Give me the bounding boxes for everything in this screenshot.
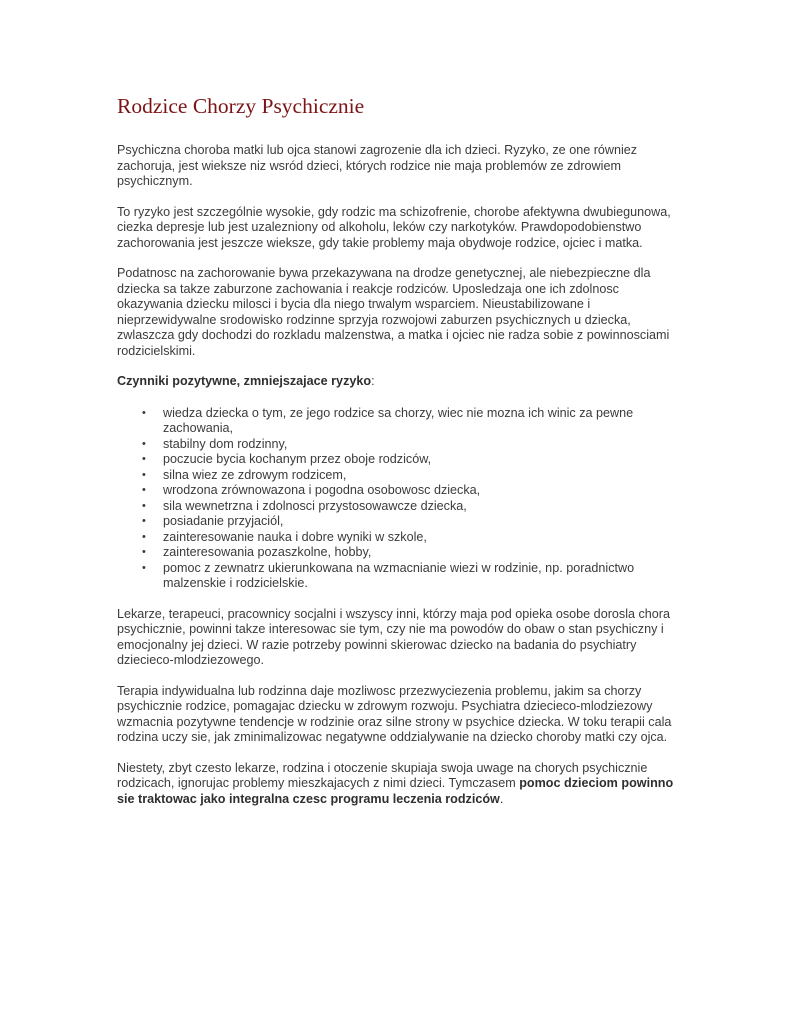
page-title: Rodzice Chorzy Psychicznie bbox=[117, 94, 365, 118]
list-item: • stabilny dom rodzinny, bbox=[142, 436, 288, 451]
factors-heading-colon: : bbox=[371, 374, 375, 388]
factors-heading-line bbox=[117, 374, 677, 390]
paragraph-genetics: Podatnosc na zachorowanie bywa przekazywana na drodze genetycznej, ale niebezpieczne dla dziecka sa takze zaburzone zachowania i reakcje rodziców. Uposledzaja one ich zdolnosc okazywania dziecku milosci i bycia dla niego trwalym wsparciem. Nieustabilizowane i nieprzewidywalne srodowisko rodzinne sprzyja rozwojowi zaburzen psychicznych u dziecka, zwlaszcza gdy dochodzi do rozkladu malzenstwa, a matka i ojciec nie radza sobie z powinnosciami rodzicielskimi. bbox=[117, 266, 670, 358]
paragraph-risk: To ryzyko jest szczególnie wysokie, gdy rodzic ma schizofrenie, chorobe afektywna dwubiegunowa, ciezka depresje lub jest uzalezniony od alkoholu, leków czy narkotyków. Prawdopodobienstwo zachorowania jest jeszcze wieksze, gdy takie problemy maja obydwoje rodzice, ojciec i matka. bbox=[117, 204, 671, 250]
conclusion-emphasis: pomoc dzieciom powinno sie traktowac jako integralna czesc programu leczenia rodziców bbox=[117, 776, 674, 806]
bullet-icon: • bbox=[142, 453, 146, 465]
list-item: • silna wiez ze zdrowym rodzicem, bbox=[142, 467, 347, 482]
list-item: • wrodzona zrównowazona i pogodna osobowosc dziecka, bbox=[142, 483, 481, 497]
list-item: • zainteresowania pozaszkolne, hobby, bbox=[142, 545, 372, 559]
bullet-icon: • bbox=[142, 499, 146, 512]
list-item: • wiedza dziecka o tym, ze jego rodzice sa chorzy, wiec nie mozna ich winic za pewne zachowania, bbox=[142, 405, 634, 435]
list-item: • poczucie bycia kochanym przez oboje rodziców, bbox=[142, 452, 432, 466]
list-item: • pomoc z zewnatrz ukierunkowana na wzmacnianie wiezi w rodzinie, np. poradnictwo malzenskie i rodzicielskie. bbox=[142, 560, 635, 590]
paragraph-conclusion: Niestety, zbyt czesto lekarze, rodzina i otoczenie skupiaja swoja uwage na chorych psychicznie rodzicach, ignorujac problemy mieszkajacych z nimi dzieci. Tymczasem pomoc dzieciom powinno sie traktowac jako integralna czesc programu leczenia rodziców. bbox=[117, 760, 674, 806]
bullet-icon: • bbox=[142, 468, 146, 481]
factors-list bbox=[117, 406, 677, 592]
factors-heading: Czynniki pozytywne, zmniejszajace ryzyko bbox=[117, 374, 372, 388]
list-item: • posiadanie przyjaciól, bbox=[142, 514, 284, 528]
bullet-icon: • bbox=[142, 484, 146, 496]
paragraph-professionals: Lekarze, terapeuci, pracownicy socjalni i wszyscy inni, którzy maja pod opieka osobe dorosla chora psychicznie, powinni takze interesowac sie tym, czy nie ma powodów do obaw o stan psychiczny i emocjonalny jej dzieci. W razie potrzeby powinni skierowac dziecko na badania do psychiatry dziecieco-mlodziezowego. bbox=[117, 606, 670, 667]
bullet-icon: • bbox=[142, 437, 146, 450]
bullet-icon: • bbox=[142, 561, 146, 574]
list-item: • sila wewnetrzna i zdolnosci przystosowawcze dziecka, bbox=[142, 498, 467, 513]
list-item: • zainteresowanie nauka i dobre wyniki w szkole, bbox=[142, 529, 427, 544]
bullet-icon: • bbox=[142, 530, 146, 543]
paragraph-therapy: Terapia indywidualna lub rodzinna daje mozliwosc przezwyciezenia problemu, jakim sa chorzy psychicznie rodzice, pomagajac dziecku w zdrowym rozwoju. Psychiatra dziecieco-mlodziezowy wzmacnia pozytywne tendencje w rodzinie oraz silne strony w psychice dziecka. W toku terapii cala rodzina uczy sie, jak zminimalizowac negatywne oddzialywanie na dziecko choroby matki czy ojca. bbox=[117, 683, 672, 744]
paragraph-intro: Psychiczna choroba matki lub ojca stanowi zagrozenie dla ich dzieci. Ryzyko, ze one równiez zachoruja, jest wieksze niz wsród dzieci, których rodzice nie maja problemów ze zdrowiem psychicznym. bbox=[117, 143, 638, 188]
bullet-icon: • bbox=[142, 515, 146, 527]
bullet-icon: • bbox=[142, 406, 146, 419]
bullet-icon: • bbox=[142, 546, 146, 558]
document-page bbox=[117, 92, 677, 822]
